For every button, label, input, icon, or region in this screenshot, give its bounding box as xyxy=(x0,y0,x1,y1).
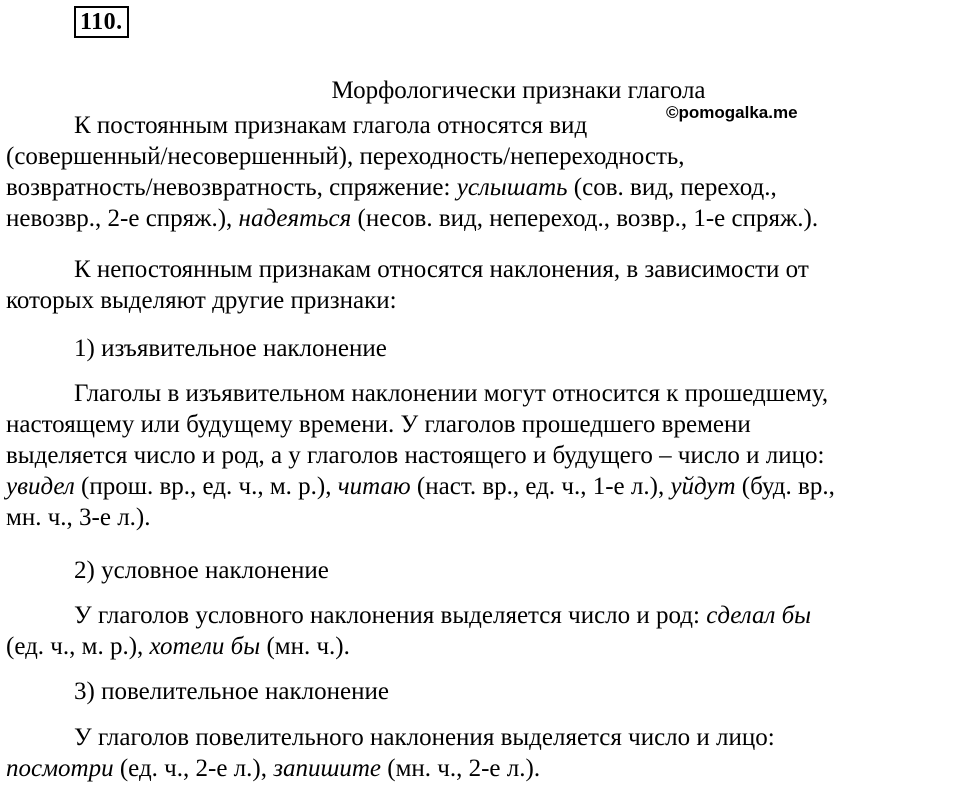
example-word: услышать xyxy=(456,174,568,201)
text-fragment: (несов. вид, непереход., возвр., 1-е спряж.). xyxy=(351,205,819,232)
page-title: Морфологически признаки глагола xyxy=(331,77,706,104)
text-line: 3) повелительное наклонение xyxy=(74,678,389,705)
watermark: ©pomogalka.me xyxy=(666,103,798,122)
text-line: К непостоянным признакам относятся наклонения, в зависимости от xyxy=(74,256,809,283)
text-fragment: (мн. ч.). xyxy=(260,633,350,660)
list-item-conditional xyxy=(6,555,946,586)
text-line xyxy=(6,753,946,784)
text-fragment: невозвр., 2-е спряж.), xyxy=(6,205,239,232)
text-line: Глаголы в изъявительном наклонении могут относится к прошедшему, xyxy=(74,380,829,407)
text-fragment: У глаголов условного наклонения выделяется число и род: xyxy=(74,602,707,629)
paragraph-conditional xyxy=(6,600,946,662)
text-fragment: (прош. вр., ед. ч., м. р.), xyxy=(74,473,338,500)
text-fragment: (сов. вид, переход., xyxy=(567,174,777,201)
text-fragment: (ед. ч., м. р.), xyxy=(6,633,150,660)
text-line xyxy=(6,471,946,502)
text-line: настоящему или будущему времени. У глаголов прошедшего времени xyxy=(6,411,751,438)
text-line: У глаголов повелительного наклонения выделяется число и лицо: xyxy=(74,724,775,751)
example-word: посмотри xyxy=(6,755,114,782)
text-line: К постоянным признакам глагола относятся вид xyxy=(74,112,588,139)
text-fragment: возвратность/невозвратность, спряжение: xyxy=(6,174,457,201)
paragraph-variable-features xyxy=(6,254,946,316)
list-item-imperative xyxy=(6,676,946,707)
text-line: которых выделяют другие признаки: xyxy=(6,287,397,314)
text-line: 2) условное наклонение xyxy=(74,557,329,584)
example-word: надеяться xyxy=(238,205,352,232)
text-line xyxy=(6,600,946,631)
example-word: хотели бы xyxy=(149,633,261,660)
text-line xyxy=(6,172,946,203)
text-fragment: (ед. ч., 2-е л.), xyxy=(113,755,274,782)
example-word: читаю xyxy=(337,473,411,500)
example-word: уйдут xyxy=(670,473,736,500)
text-line xyxy=(6,631,946,662)
text-fragment: (мн. ч., 2-е л.). xyxy=(381,755,541,782)
text-line: выделяется число и род, а у глаголов настоящего и будущего – число и лицо: xyxy=(6,442,825,469)
text-line: 1) изъявительное наклонение xyxy=(74,335,387,362)
text-line: (совершенный/несовершенный), переходность/непереходность, xyxy=(6,143,685,170)
paragraph-indicative xyxy=(6,378,946,533)
list-item-indicative xyxy=(6,333,946,364)
example-word: увидел xyxy=(6,473,75,500)
text-line: мн. ч., 3-е л.). xyxy=(6,504,151,531)
example-word: запишите xyxy=(273,755,381,782)
paragraph-constant-features xyxy=(6,110,946,234)
paragraph-imperative xyxy=(6,722,946,784)
text-fragment: (наст. вр., ед. ч., 1-е л.), xyxy=(410,473,671,500)
exercise-number-box: 110. xyxy=(74,6,129,38)
example-word: сделал бы xyxy=(706,602,812,629)
text-fragment: (буд. вр., xyxy=(735,473,835,500)
text-line xyxy=(6,203,946,234)
